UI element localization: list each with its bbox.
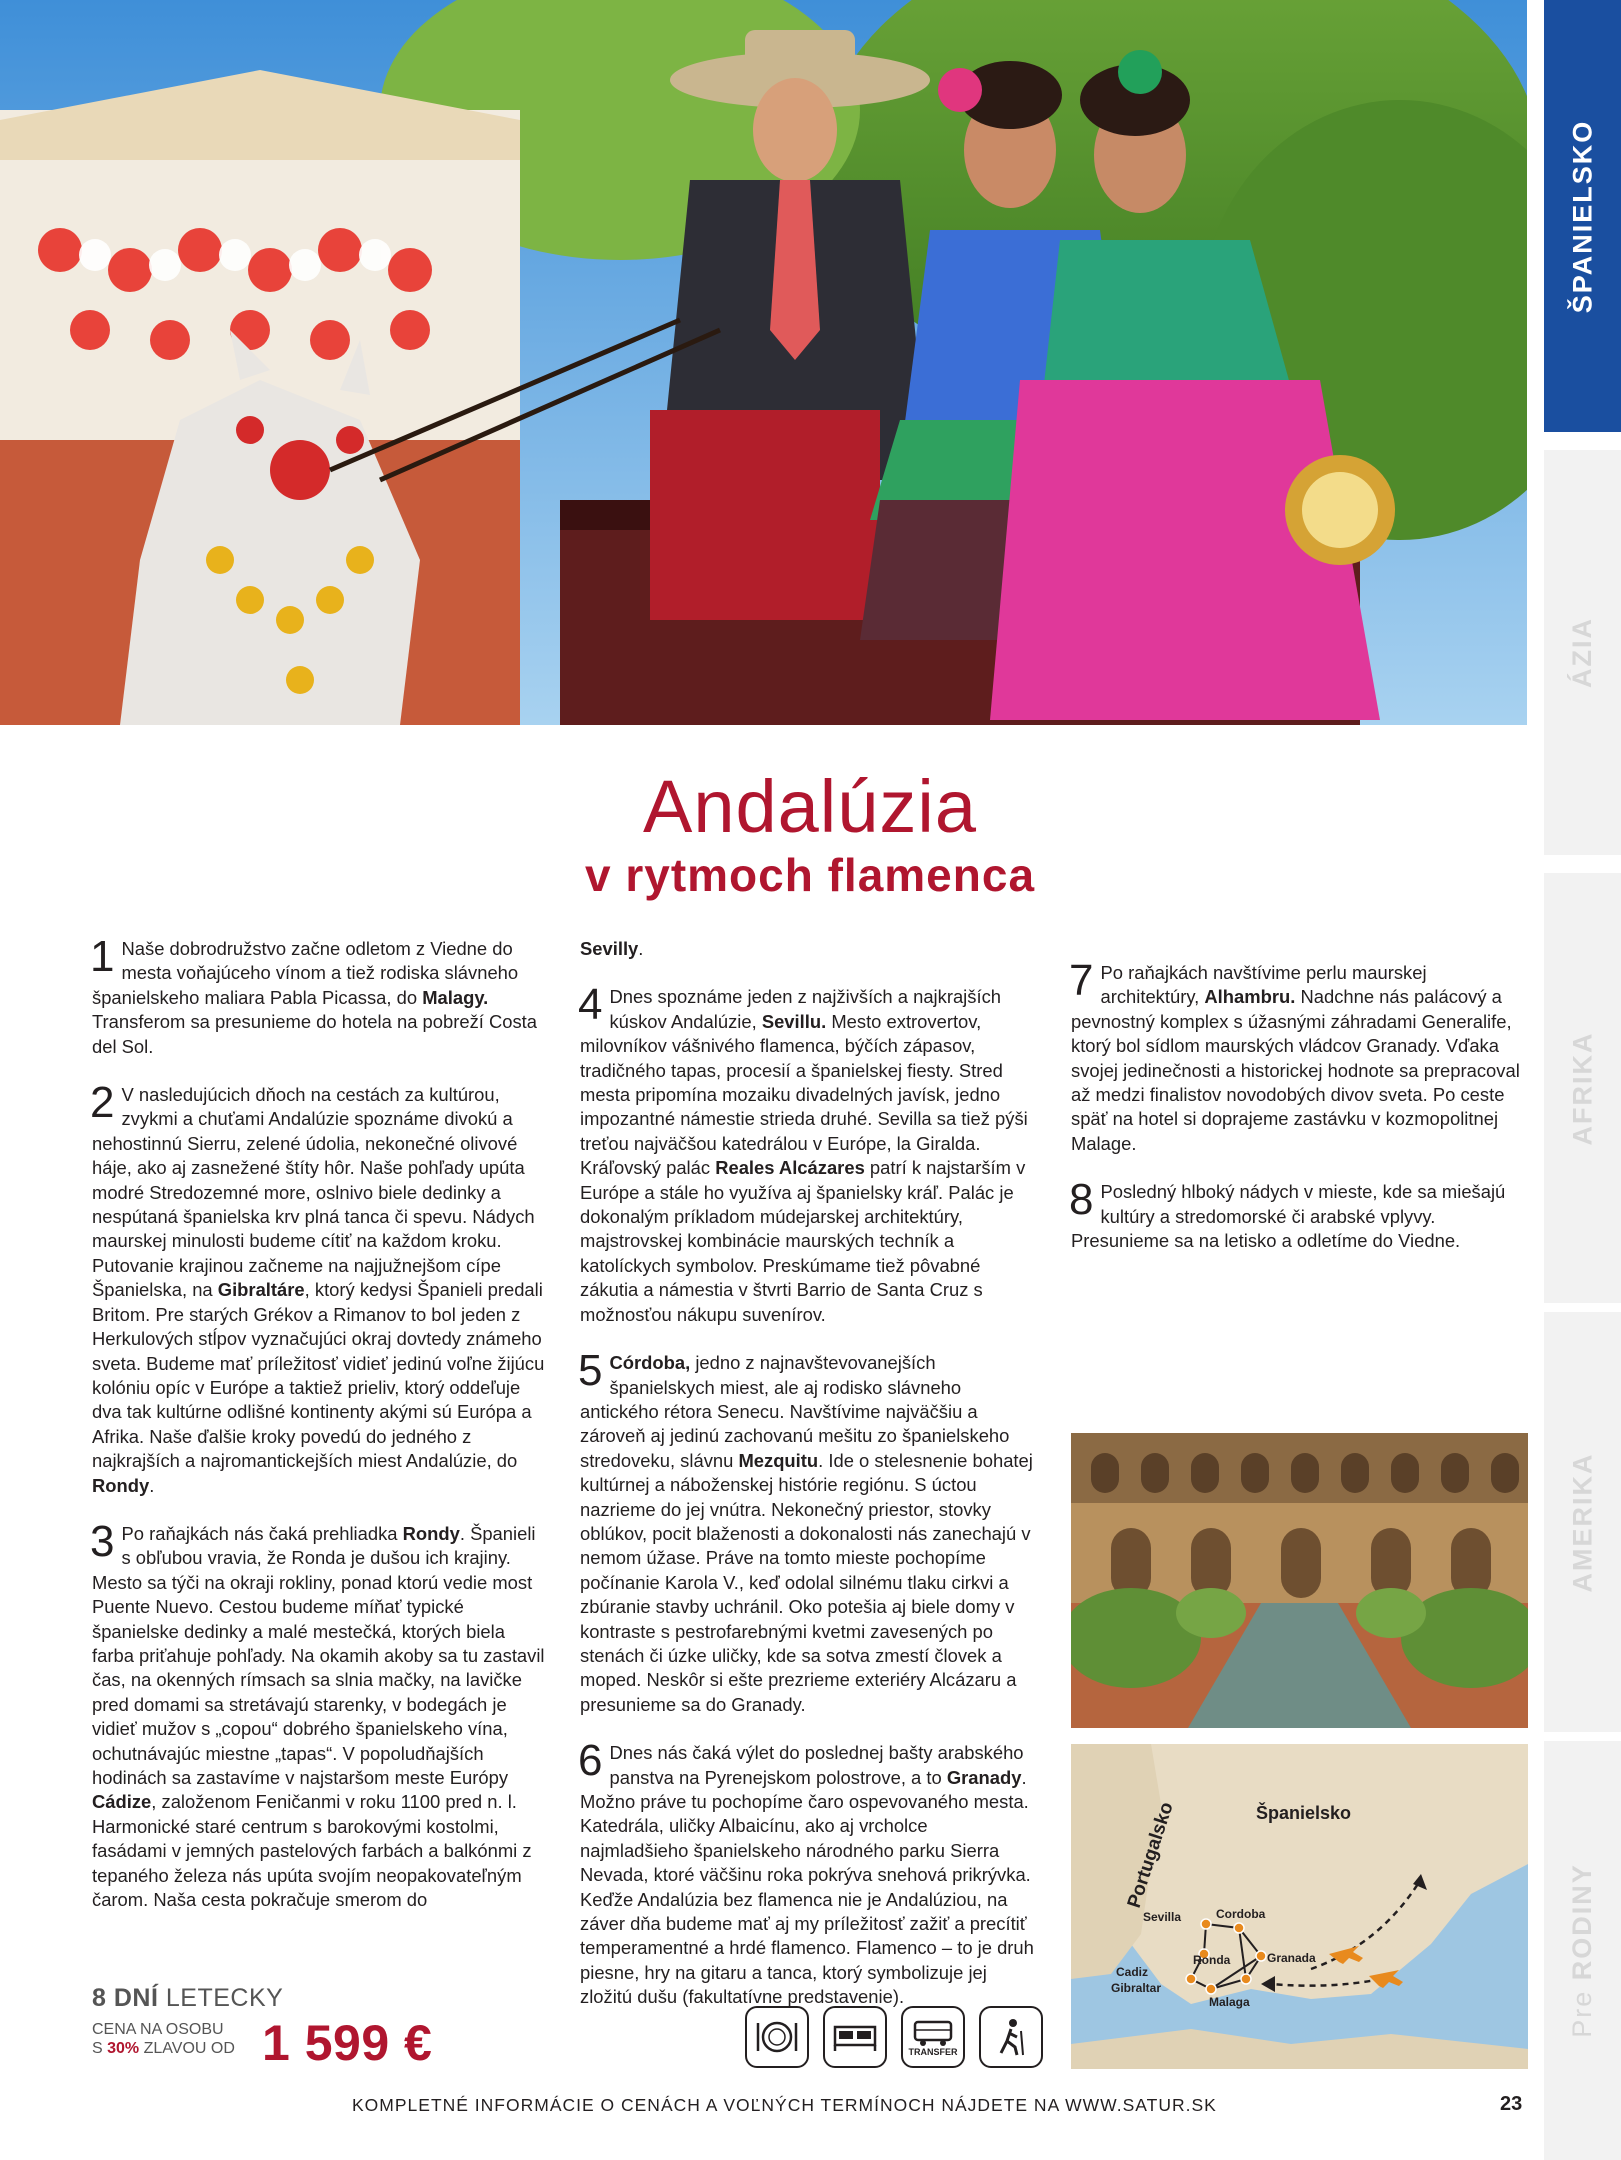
- map-city-sevilla: Sevilla: [1143, 1910, 1182, 1924]
- day-text: .: [638, 938, 644, 959]
- tab-label: ŠPANIELSKO: [1567, 119, 1597, 313]
- tab-azia[interactable]: [1544, 450, 1621, 855]
- price-label-prefix: S: [92, 2040, 103, 2057]
- trip-days: 8 DNÍ: [92, 1984, 159, 2012]
- page-number: 23: [1500, 2093, 1523, 2115]
- tab-spanielsko[interactable]: [1544, 0, 1621, 432]
- price-label-line1: CENA NA OSOBU: [92, 2021, 224, 2038]
- day-text: .: [149, 1474, 155, 1496]
- day-text: Mesto extrovertov, milovníkov vášnivého flamenca, býčích zápasov, tradičného tapas, procesií a španielskej fiesty. Stred mesta pripomína mozaiku divadelných javísk, jedno impozantné námestie strieda druhé. Sevilla sa tiež pýši treťou najväčšou katedrálou v Európe, la Giralda. Kráľovský palác: [580, 1010, 1028, 1179]
- tab-label: ÁZIA: [1567, 617, 1597, 688]
- highlight-place: Cádize: [92, 1791, 152, 1813]
- day-3-paragraph: [90, 1516, 547, 1913]
- day-text: Posledný hlboký nádych v mieste, kde sa miešajú kultúry a stredomorské či arabské vplyvy. Presunieme sa na letisko a odletíme do Viedne.: [1071, 1181, 1506, 1252]
- map-city-malaga: Malaga: [1209, 1995, 1250, 2009]
- service-icons: [745, 2006, 1043, 2068]
- highlight-place: Sevilly: [580, 938, 639, 959]
- day-number: 5: [578, 1346, 603, 1396]
- route-map: [1071, 1744, 1528, 2069]
- highlight-place: Alhambru.: [1204, 986, 1296, 1008]
- text-column-3: [1071, 937, 1526, 1253]
- day-number: 6: [578, 1736, 603, 1786]
- footer-info: KOMPLETNÉ INFORMÁCIE O CENÁCH A VOĽNÝCH TERMÍNOCH NÁJDETE NA WWW.SATUR.SK: [352, 2095, 1217, 2115]
- tab-label-wrapper: [1567, 1863, 1598, 2038]
- highlight-place: Mezquitu: [738, 1449, 819, 1471]
- section-tabs: [1544, 0, 1621, 2160]
- text-column-2: [580, 937, 1035, 2010]
- day-text: Dnes spoznáme jeden z najživších a najkrajších kúskov Andalúzie,: [609, 986, 1001, 1032]
- highlight-place: Rondy: [402, 1522, 460, 1544]
- transfer-label: TRANSFER: [908, 2046, 958, 2057]
- highlight-place: Reales Alcázares: [715, 1157, 865, 1179]
- tab-label: AFRIKA: [1567, 1031, 1597, 1145]
- day-text: patrí k najstarším v Európe a stále ho využíva aj španielsky kráľ. Palác je dokonalým príkladom múdejarskej architektúry, majstrovskej kombinácie maurských techník a katolíckych symbolov. Preskúmame tiež pôvabné zákutia a námestia v štvrti Barrio de Santa Cruz s možnosťou nákupu suvenírov.: [580, 1157, 1026, 1325]
- day-text: . Ide o stelesnenie bohatej kultúrnej a náboženskej histórie regiónu. S úctou nazrieme do jej vnútra. Nekonečný priestor, stovky oblúkov, pocit blaženosti a dokonalosti nás zanechajú v nemom úžase. Práve na tomto mieste pochopíme počínanie Karola V., keď odolal silnému tlaku cirkvi a zbúranie stavby uchránil. Oko potešia aj biele domy v kontraste s pestrofarebnými kvetmi zavesených po stenách či úzke uličky, kde sa sotva zmestí človek a moped. Neskôr si ešte prezrieme exteriéry Alcázaru a presunieme sa do Granady.: [580, 1449, 1033, 1715]
- day-text: jedno z najnavštevovanejších španielskych miest, ale aj rodisko slávneho antického rétora Senecu. Navštívime najväčšiu a zároveň aj jedinú zachovanú mešitu zo španielskeho stredoveku, slávnu: [580, 1352, 1010, 1471]
- feria-carriage-illustration: [0, 0, 1527, 725]
- tab-label: RODINY: [1567, 1863, 1597, 1981]
- day-text: V nasledujúcich dňoch na cestách za kultúrou, zvykmi a chuťami Andalúzie spoznáme divokú a nehostinnú Sierru, zelené údolia, nekonečné olivové háje, ako aj zasnežené štíty hôr. Naše pohľady upúta modré Stredozemné more, oslnivo biele dedinky a nespútaná španielska krv plná tanca či spevu. Nádych maurskej minulosti budeme cítiť na každom kroku. Putovanie krajinou začneme na najjužnejšom cípe Španielska, na: [92, 1084, 535, 1301]
- map-label-portugal: Portugalsko: [1123, 1799, 1178, 1911]
- map-label-spain: Španielsko: [1256, 1803, 1352, 1823]
- highlight-place: Gibraltáre: [217, 1279, 305, 1301]
- transfer-bus-icon: [901, 2006, 965, 2068]
- highlight-place: Granady: [946, 1766, 1022, 1788]
- day-8-paragraph: [1069, 1175, 1526, 1253]
- spain-route-map: [1071, 1744, 1528, 2069]
- hero-photo: [0, 0, 1527, 725]
- alcazar-courtyard-photo: [1071, 1433, 1528, 1728]
- map-city-ronda: Ronda: [1193, 1953, 1231, 1967]
- day-text: Nadchne nás palácový a pevnostný komplex s úžasnými záhradami Generalife, ktorý bol sídlom maurských vládcov Granady. Vďaka svojej jedinečnosti a historickej hodnote sa prepracoval až medzi finalistov novodobých divov sveta. Po ceste späť na hotel si doprajeme zastávku v kozmopolitnej Malage.: [1071, 986, 1520, 1154]
- day-text: Po raňajkách nás čaká prehliadka: [121, 1522, 403, 1544]
- highlight-place: Malagy.: [422, 986, 489, 1008]
- text-column-1: [90, 932, 547, 1912]
- day-text: , ktorý kedysi Španieli predali Britom. Pre starých Grékov a Rimanov to bol jeden z Herkulových stĺpov vyznačujúci okraj dovtedy známeho sveta. Budeme mať príležitosť vidieť jedinú voľne žijúcu kolóniu opíc v Európe a taktiež prieliv, ktorý oddeľuje dva tak kultúrne odlišné kontinenty akými sú Európa a Afrika. Naše ďalšie kroky povedú do jedného z najkrajších a najromantickejších miest Andalúzie, do: [92, 1279, 545, 1472]
- courtyard-illustration: [1071, 1433, 1528, 1728]
- map-city-cadiz: Cadiz: [1116, 1965, 1149, 1979]
- day-3-continuation: [580, 937, 1035, 961]
- discount-percent: 30%: [107, 2040, 140, 2057]
- highlight-place: Rondy: [92, 1474, 150, 1496]
- day-text: . Možno práve tu pochopíme čaro ospevovaného mesta. Katedrála, uličky Albaicínu, ako aj vrcholce najmladšieho španielskeho národného parku Sierra Nevada, ktoré väčšinu roka pokrýva snehová prikrývka. Keďže Andalúzia bez flamenca nie je Andalúziou, na záver dňa budeme mať aj my príležitosť zažiť a precítiť temperamentné a hrdé flamenco. Flamenco – to je druh piesne, hry na gitaru a tanca, ktorý symbolizuje jej zložitú dušu (fakultatívne predstavenie).: [580, 1766, 1034, 2008]
- day-number: 8: [1069, 1175, 1094, 1225]
- day-number: 4: [578, 980, 603, 1030]
- day-2-paragraph: [90, 1078, 547, 1498]
- day-text: Dnes nás čaká výlet do poslednej bašty arabského panstva na Pyrenejskom polostrove, a to: [609, 1742, 1024, 1788]
- price-value: 1 599 €: [262, 2015, 433, 2071]
- day-text: Po raňajkách navštívime perlu maurskej architektúry,: [1100, 962, 1427, 1008]
- price-label-line2: [92, 2039, 235, 2058]
- map-city-gibraltar: Gibraltar: [1111, 1981, 1162, 1995]
- day-number: 1: [90, 932, 115, 981]
- day-1-paragraph: [90, 932, 547, 1059]
- day-text: Naše dobrodružstvo začne odletom z Viedne do mesta voňajúceho vínom a tiež rodiska slávneho španielskeho maliara Pabla Picassa, do: [92, 938, 519, 1008]
- hiking-icon: [979, 2006, 1043, 2068]
- day-text: Transferom sa presunieme do hotela na pobreží Costa del Sol.: [92, 1011, 538, 1057]
- price-label-suffix: ZLAVOU OD: [143, 2040, 235, 2057]
- day-number: 3: [90, 1516, 115, 1566]
- bed-icon: [823, 2006, 887, 2068]
- day-7-paragraph: [1069, 956, 1526, 1156]
- tab-amerika[interactable]: [1544, 1312, 1621, 1732]
- day-text: , založenom Feničanmi v roku 1100 pred n. l. Harmonické staré centrum s barokovými kostolmi, fasádami v jemných pastelových farbách a balkónmi z tepaného železa nás upúta svojím neopakovateľným čarom. Naša cesta pokračuje smerom do: [92, 1791, 532, 1911]
- page-subtitle: v rytmoch flamenca: [584, 849, 1036, 901]
- tab-pre-rodiny[interactable]: [1544, 1741, 1621, 2160]
- map-city-granada: Granada: [1267, 1951, 1316, 1965]
- day-number: 7: [1069, 956, 1094, 1005]
- day-6-paragraph: [578, 1736, 1035, 2009]
- price-label: [92, 2020, 235, 2058]
- highlight-place: Sevillu.: [761, 1010, 827, 1032]
- day-4-paragraph: [578, 980, 1035, 1327]
- day-number: 2: [90, 1078, 115, 1128]
- map-city-cordoba: Cordoba: [1216, 1907, 1266, 1921]
- highlight-place: Córdoba,: [609, 1352, 691, 1374]
- tab-label-prefix: Pre: [1567, 1989, 1597, 2038]
- day-text: . Španieli s obľubou vravia, že Ronda je dušou ich krajiny. Mesto sa týči na okraji rokliny, ponad ktorú vedie most Puente Nuevo. Cestou budeme míňať typické španielske dedinky a malé mestečká, ktorých biela farba priťahuje pohľady. Na okamih akoby sa tu zastavil čas, na okenných rímsach sa slnia mačky, na lavičke pred domami sa stretávajú starenky, v bodegách je vidieť mužov s „copou“ dobrého španielskeho vína, ochutnávajúc miestne „tapas“. V popoludňajších hodinách sa zastavíme v najstaršom meste Európy: [92, 1522, 545, 1788]
- trip-transport: LETECKY: [165, 1984, 284, 2012]
- meal-icon: [745, 2006, 809, 2068]
- tab-label: AMERIKA: [1567, 1452, 1597, 1592]
- day-5-paragraph: [578, 1346, 1035, 1717]
- tab-afrika[interactable]: [1544, 873, 1621, 1303]
- page-title: Andalúzia: [642, 765, 977, 848]
- trip-duration: [92, 1984, 283, 2013]
